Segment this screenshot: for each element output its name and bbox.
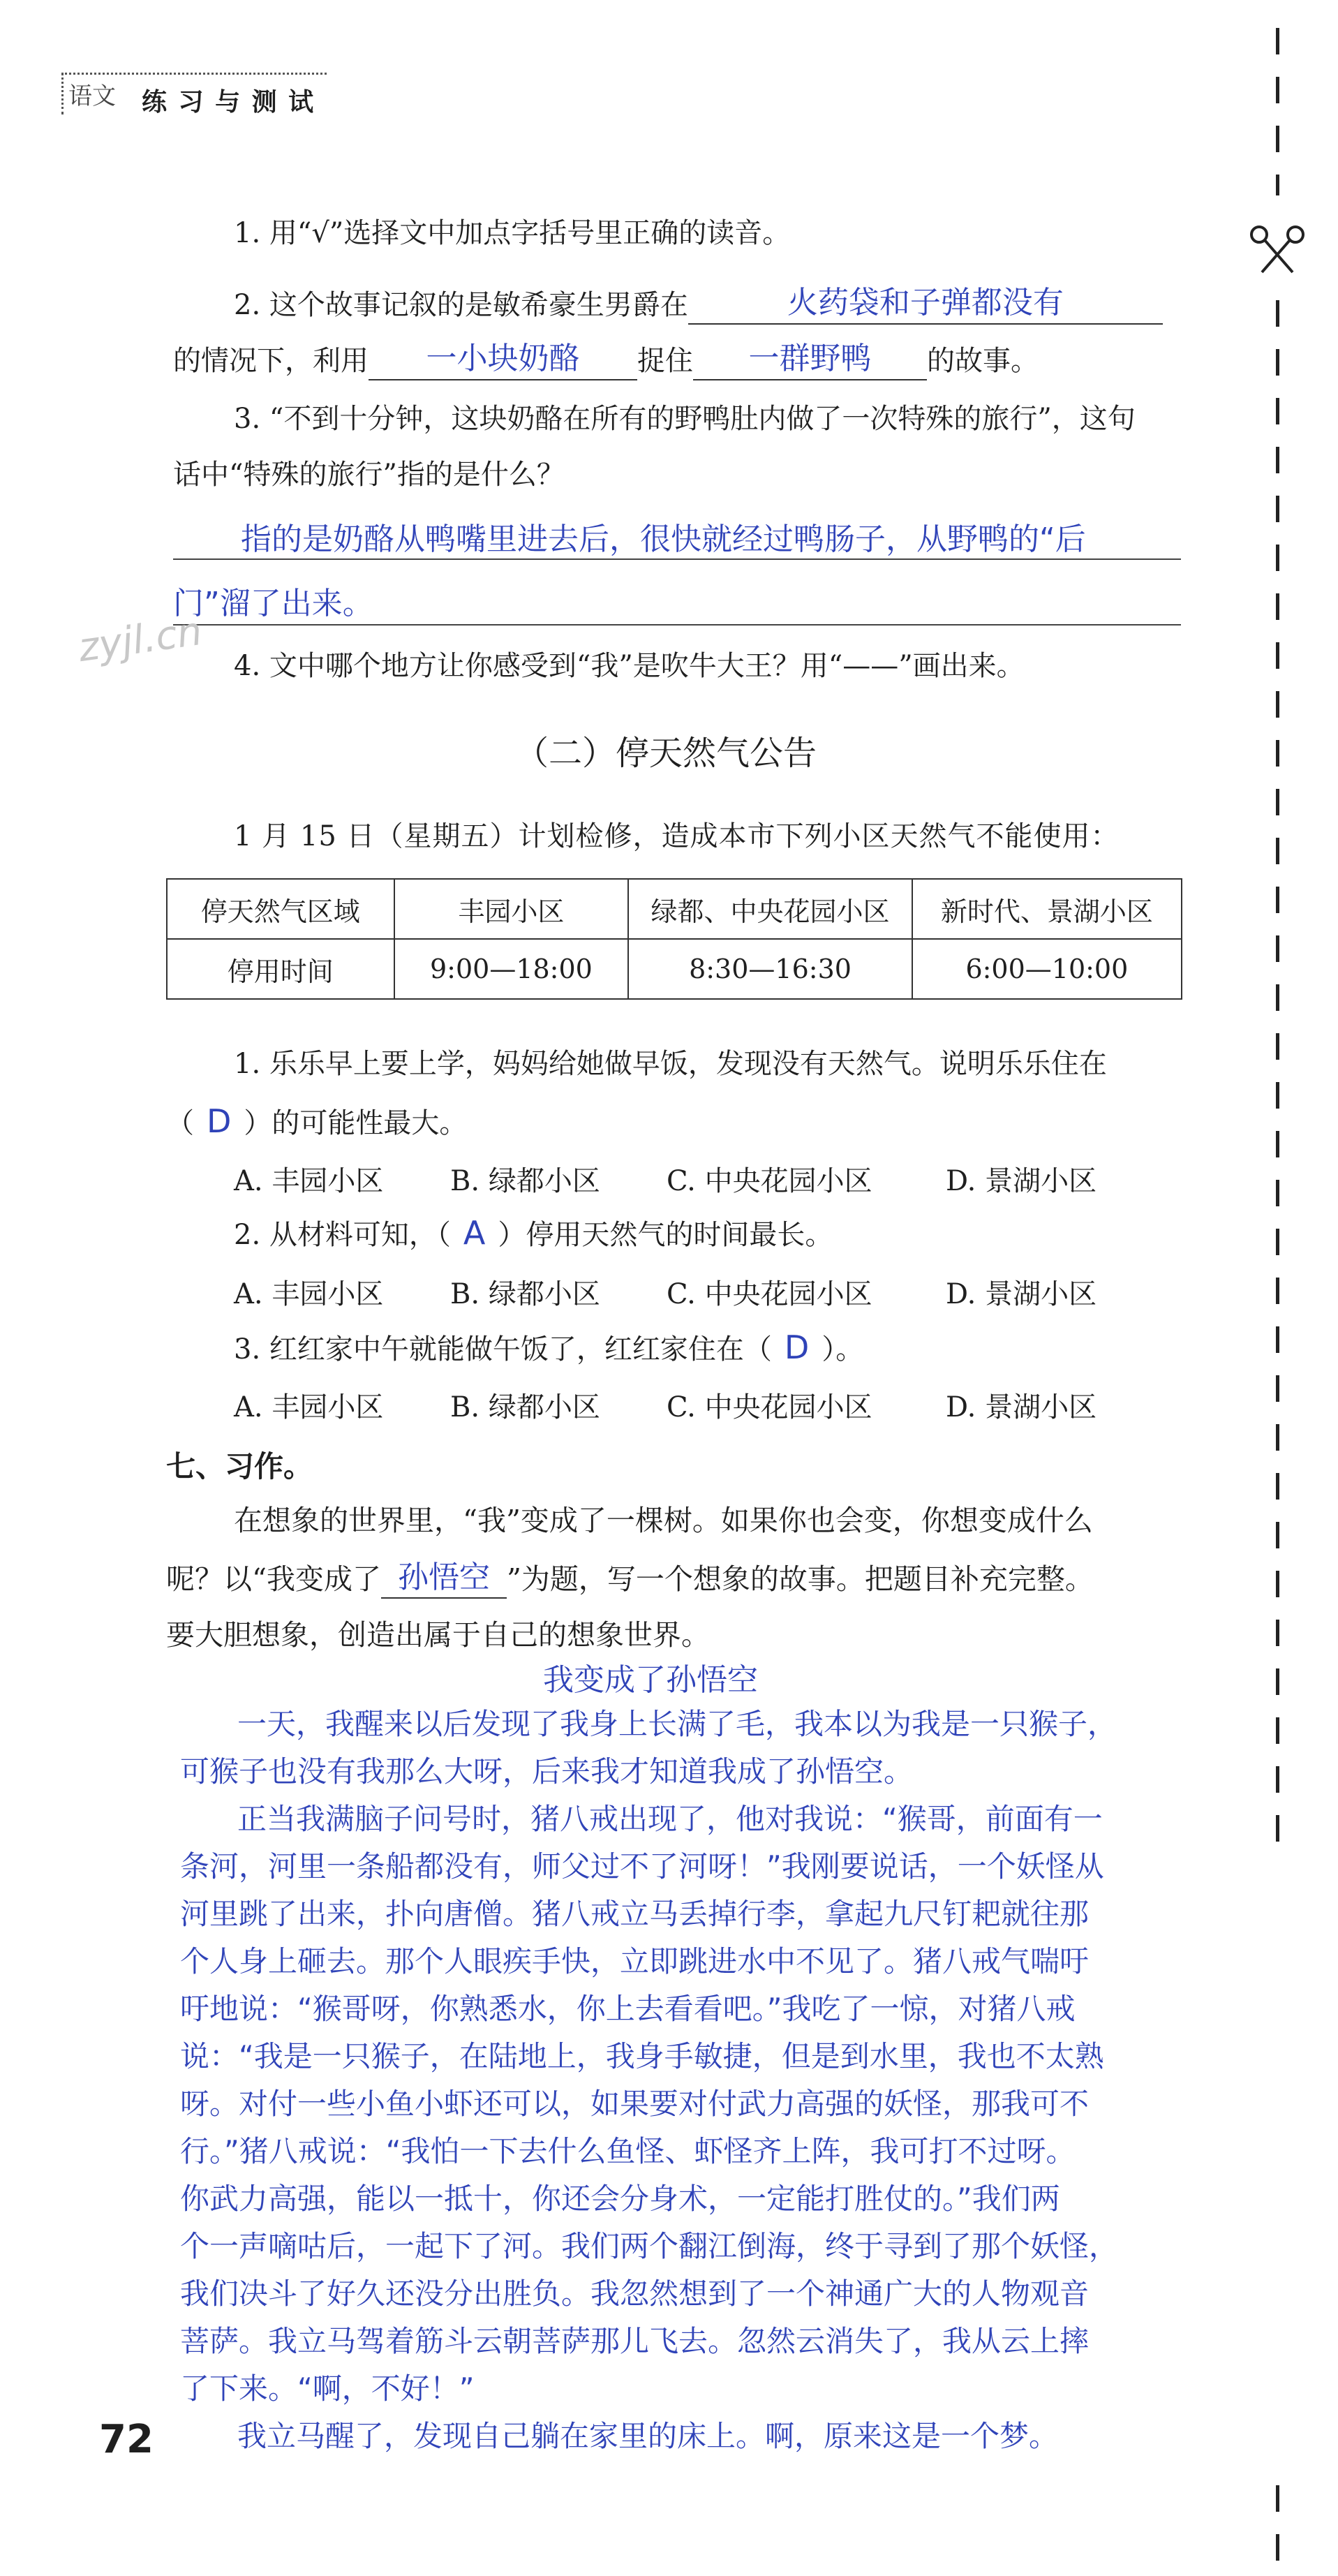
paren-close: ）的可能性最大。: [244, 1107, 468, 1139]
p2-question-1-line1: 1. 乐乐早上要上学，妈妈给她做早饭，发现没有天然气。说明乐乐住在: [234, 1048, 1107, 1080]
question-2-line2: [173, 339, 1039, 380]
q3-answer-line2: 门”溜了出来。: [173, 586, 373, 621]
essay-line: 我们决斗了好久还没分出胜负。我忽然想到了一个神通广大的人物观音: [180, 2277, 1090, 2311]
answer-text-2: 一小块奶酪: [426, 341, 580, 376]
title-blank[interactable]: [381, 1558, 507, 1599]
scissors-icon: [1249, 222, 1305, 278]
answer-blank-3[interactable]: [693, 339, 927, 380]
writing-prompt-line3: 要大胆想象，创造出属于自己的想象世界。: [166, 1618, 710, 1652]
section-heading-7: 七、习作。: [166, 1449, 313, 1483]
answer-choice-3[interactable]: D: [784, 1328, 810, 1366]
question-4: 4. 文中哪个地方让你感受到“我”是吹牛大王？用“——”画出来。: [234, 650, 1025, 682]
p2-question-3: [234, 1328, 863, 1369]
essay-line: 可猴子也没有我那么大呀，后来我才知道我成了孙悟空。: [180, 1754, 914, 1789]
option-a: A. 丰园小区: [234, 1391, 384, 1423]
option-b: B. 绿都小区: [450, 1278, 600, 1310]
options-row-3: [234, 1385, 1097, 1425]
header-dotted-line: [61, 73, 327, 75]
prompt-prefix: 呢？以“我变成了: [166, 1562, 381, 1596]
q-suffix: ）。: [822, 1333, 864, 1365]
paren-open: （: [166, 1107, 194, 1139]
prompt-suffix: ”为题，写一个想象的故事。把题目补充完整。: [506, 1562, 1094, 1596]
essay-line: 你武力高强，能以一抵十，你还会分身术，一定能打胜仗的。”我们两: [180, 2182, 1060, 2216]
option-b: B. 绿都小区: [450, 1391, 600, 1423]
header-title: 练 习 与 测 试: [142, 88, 315, 117]
option-d: D. 景湖小区: [946, 1278, 1097, 1310]
essay-line: 我立马醒了，发现自己躺在家里的床上。啊，原来这是一个梦。: [237, 2419, 1059, 2453]
title-answer: 孙悟空: [397, 1560, 490, 1595]
essay-line: 正当我满脑子问号时，猪八戒出现了，他对我说：“猴哥，前面有一: [237, 1802, 1103, 1836]
page-number: 72: [99, 2417, 154, 2462]
q2-mid2: 捉住: [637, 345, 693, 377]
watermark: zyjl.cn: [75, 608, 205, 672]
answer-text-1: 火药袋和子弹都没有: [787, 285, 1064, 320]
option-b: B. 绿都小区: [450, 1165, 600, 1197]
table-cell: 绿都、中央花园小区: [628, 879, 912, 939]
writing-prompt-line2: [166, 1558, 1094, 1599]
options-row-1: [234, 1159, 1097, 1199]
essay-line: 个人身上砸去。那个人眼疾手快，立即跳进水中不见了。猪八戒气喘吁: [180, 1944, 1090, 1978]
essay-title: 我变成了孙悟空: [543, 1662, 758, 1698]
q-prefix: 3. 红红家中午就能做午饭了，红红家住在（: [234, 1333, 772, 1365]
table-cell: 丰园小区: [394, 879, 629, 939]
table-row: [167, 939, 1182, 999]
essay-line: 条河，河里一条船都没有，师父过不了河呀！”我刚要说话，一个妖怪从: [180, 1849, 1104, 1883]
table-cell: 停用时间: [167, 939, 394, 999]
q-suffix: ）停用天然气的时间最长。: [498, 1219, 833, 1251]
essay-line: 行。”猪八戒说：“我怕一下去什么鱼怪、虾怪齐上阵，我可打不过呀。: [180, 2134, 1076, 2168]
option-d: D. 景湖小区: [946, 1165, 1097, 1197]
q2-post: 的故事。: [927, 345, 1039, 377]
notice-intro: 1 月 15 日（星期五）计划检修，造成本市下列小区天然气不能使用：: [234, 820, 1120, 852]
q2-prefix: 2. 这个故事记叙的是敏希豪生男爵在: [234, 289, 688, 321]
essay-line: 河里跳了出来，扑向唐僧。猪八戒立马丢掉行李，拿起九尺钉耙就往那: [180, 1897, 1090, 1931]
table-cell: 新时代、景湖小区: [912, 879, 1182, 939]
table-cell: 9:00—18:00: [394, 939, 629, 999]
answer-text-3: 一群野鸭: [748, 341, 872, 376]
p2-question-2: [234, 1213, 833, 1254]
table-header-row: [167, 879, 1182, 939]
essay-line: 吁地说：“猴哥呀，你熟悉水，你上去看看吧。”我吃了一惊，对猪八戒: [180, 1992, 1076, 2026]
essay-body: [180, 1701, 1199, 2460]
question-2-line1: [234, 283, 1163, 325]
page-header: [61, 73, 327, 117]
answer-blank-2[interactable]: [369, 339, 637, 380]
header-left-rule: [61, 73, 64, 114]
question-3-line2: 话中“特殊的旅行”指的是什么？: [173, 459, 565, 491]
option-c: C. 中央花园小区: [667, 1391, 872, 1423]
answer-choice-1[interactable]: D: [207, 1102, 232, 1140]
table-cell: 6:00—10:00: [912, 939, 1182, 999]
q-prefix: 2. 从材料可知，（: [234, 1219, 451, 1251]
option-a: A. 丰园小区: [234, 1278, 384, 1310]
answer-rule-2: [173, 624, 1181, 626]
option-a: A. 丰园小区: [234, 1165, 384, 1197]
q2-mid1: 的情况下，利用: [173, 345, 369, 377]
option-c: C. 中央花园小区: [667, 1165, 872, 1197]
writing-prompt-line1: 在想象的世界里，“我”变成了一棵树。如果你也会变，你想变成什么: [234, 1504, 1093, 1537]
essay-line: 呀。对付一些小鱼小虾还可以，如果要对付武力高强的妖怪，那我可不: [180, 2087, 1090, 2121]
option-d: D. 景湖小区: [946, 1391, 1097, 1423]
table-cell: 停天然气区域: [167, 879, 394, 939]
essay-line: 菩萨。我立马驾着筋斗云朝菩萨那儿飞去。忽然云消失了，我从云上摔: [180, 2324, 1090, 2358]
p2-question-1-line2: [166, 1102, 467, 1143]
answer-blank-1[interactable]: [688, 283, 1163, 325]
options-row-2: [234, 1272, 1097, 1312]
essay-line: 说：“我是一只猴子，在陆地上，我身手敏捷，但是到水里，我也不太熟: [180, 2039, 1104, 2073]
subject-label: 语文: [68, 82, 116, 110]
question-3-line1: 3. “不到十分钟，这块奶酪在所有的野鸭肚内做了一次特殊的旅行”，这句: [234, 403, 1136, 435]
option-c: C. 中央花园小区: [667, 1278, 872, 1310]
q3-answer-line1: 指的是奶酪从鸭嘴里进去后，很快就经过鸭肠子，从野鸭的“后: [241, 521, 1086, 557]
table-cell: 8:30—16:30: [628, 939, 912, 999]
answer-rule-1: [173, 558, 1181, 560]
essay-line: 个一声嘀咕后，一起下了河。我们两个翻江倒海，终于寻到了那个妖怪，: [180, 2229, 1119, 2263]
essay-line: 了下来。“啊，不好！”: [180, 2371, 475, 2406]
essay-line: 一天，我醒来以后发现了我身上长满了毛，我本以为我是一只猴子，: [237, 1707, 1117, 1741]
answer-choice-2[interactable]: A: [463, 1214, 486, 1252]
question-1: 1. 用“√”选择文中加点字括号里正确的读音。: [234, 217, 791, 249]
section-title: （二）停天然气公告: [515, 734, 817, 773]
gas-schedule-table: [166, 878, 1182, 1000]
